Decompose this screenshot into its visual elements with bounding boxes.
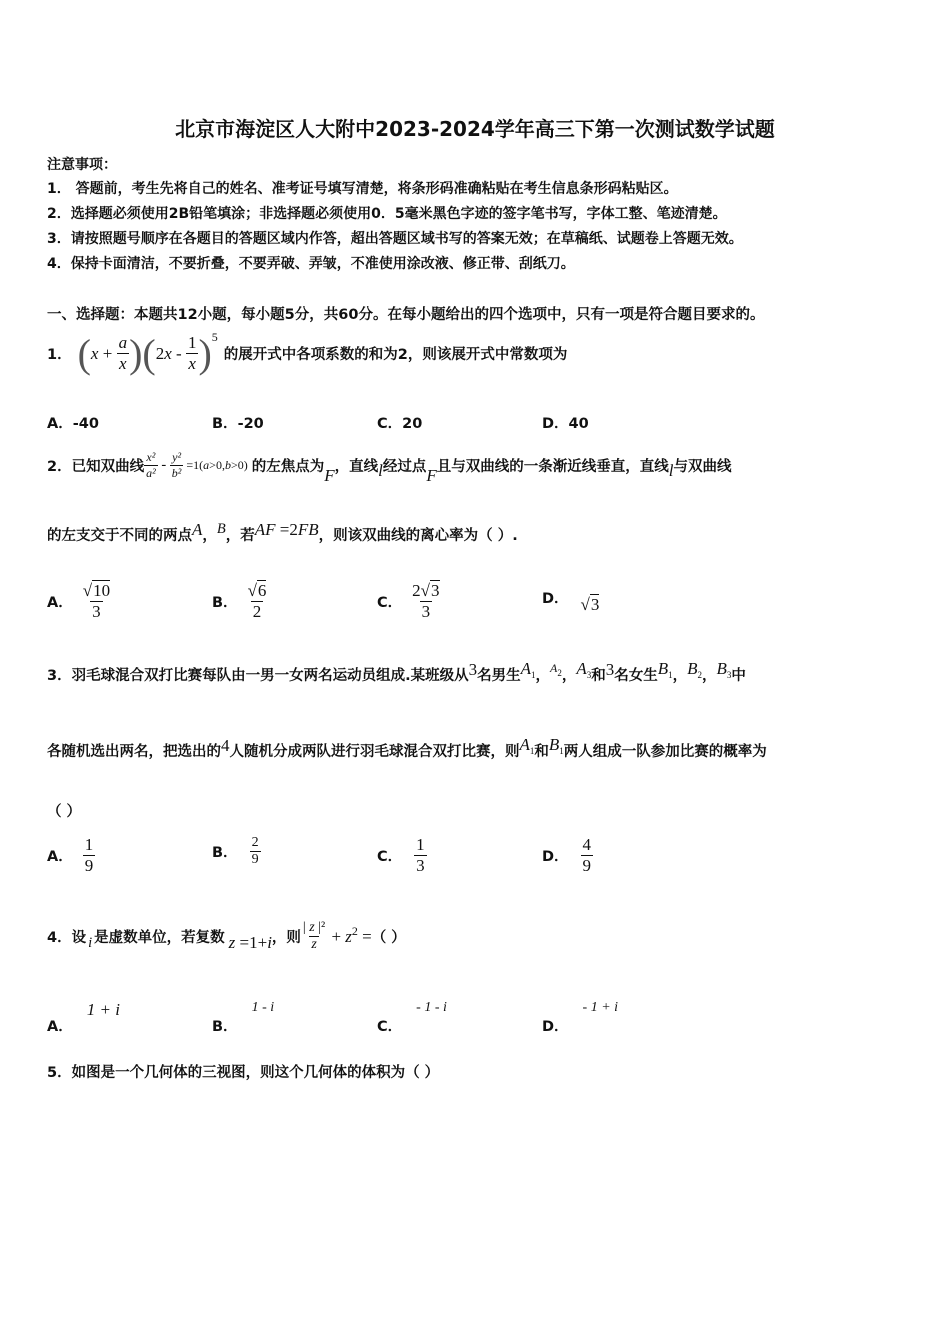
page-title: 北京市海淀区人大附中2023-2024学年高三下第一次测试数学试题 xyxy=(175,117,775,141)
option-d: D． √3 xyxy=(542,591,600,614)
question-2-cont: 的左支交于不同的两点 A ， B ，若 AF =2 FB ，则该双曲线的离心率为（ ）. xyxy=(47,519,518,544)
option-a: A． $\frac{1}{9}$ xyxy=(47,835,94,875)
option-d: D． $\frac{4}{9}$ xyxy=(542,835,592,875)
option-b: B．-20 xyxy=(212,416,264,432)
notice-item: 4．保持卡面清洁，不要折叠，不要弄破、弄皱，不准使用涂改液、修正带、刮纸刀。 xyxy=(47,256,575,272)
question-number: 1． xyxy=(47,347,72,363)
option-c: C． $\frac{1}{3}$ xyxy=(377,835,425,875)
option-c: C． - 1 - i xyxy=(377,1000,447,1035)
option-a: A． 1 + i xyxy=(47,1000,120,1035)
section-heading: 一、选择题：本题共12小题，每小题5分，共60分。在每小题给出的四个选项中，只有一项是符合题目要求的。 xyxy=(47,307,765,323)
question-text: 的展开式中各项系数的和为2，则该展开式中常数项为 xyxy=(223,347,568,363)
option-d: D．40 xyxy=(542,416,589,432)
q4-expression: $\frac{\text{| z |²}}{z}$ + z 2 = xyxy=(302,920,372,952)
q1-expression: ( x + $\frac{a}{x}$ ) ( 2 x - $\frac{1}{x}$ ) 5 xyxy=(77,330,218,376)
hyperbola-equation: $\frac{\text{x²}}{\text{a²}}$ - $\frac{\text{y²}}{\text{b²}}$ =1( a >0, b >0) xyxy=(146,449,248,480)
option-c: C． $\frac{2√3}{3}$ xyxy=(377,581,440,621)
option-b: B． $\frac{2}{9}$ xyxy=(212,835,259,867)
option-d: D． - 1 + i xyxy=(542,1000,619,1035)
option-a: A．-40 xyxy=(47,416,99,432)
question-3-blank: （ ） xyxy=(47,804,82,820)
option-a: A． $\frac{√10}{3}$ xyxy=(47,581,111,621)
notice-item: 3．请按照题号顺序在各题目的答题区域内作答，超出答题区域书写的答案无效；在草稿纸、试题卷上答题无效。 xyxy=(47,231,743,247)
option-c: C．20 xyxy=(377,416,423,432)
notice-heading: 注意事项： xyxy=(47,157,117,173)
notice-item: 2．选择题必须使用2B铅笔填涂；非选择题必须使用0．5毫米黑色字迹的签字笔书写，字体工整、笔迹清楚。 xyxy=(47,206,727,222)
question-4: 4． 设 i 是虚数单位，若复数 z =1+i ，则 $\frac{\text{| z |²}}{z}$ + z 2 = （ ） xyxy=(47,920,406,952)
notice-item: 1． 答题前，考生先将自己的姓名、准考证号填写清楚，将条形码准确粘贴在考生信息条形码粘贴区。 xyxy=(47,181,678,197)
question-1 xyxy=(47,330,567,377)
option-b: B． $\frac{√6}{2}$ xyxy=(212,581,267,621)
question-2: 2． 已知双曲线 $\frac{\text{x²}}{\text{a²}}$ - $\frac{\text{y²}}{\text{b²}}$ =1( a >0, b >0) 的左焦点为 F ，直线 l 经过点 F 且与双曲线的一条渐近线垂直，直线 l 与双曲线 xyxy=(47,449,732,485)
option-b: B． 1 - i xyxy=(212,1000,275,1035)
question-3: 3． 羽毛球混合双打比赛每队由一男一女两名运动员组成.某班级从 3 名男生 $A_1$ ， $A_2$ ， $A_3$ 和 3 名女生 $B_1$ ， $B_2$ ， $B_3$ 中 xyxy=(47,659,746,684)
question-5: 5．如图是一个几何体的三视图，则这个几何体的体积为（ ） xyxy=(47,1065,440,1081)
question-3-cont: 各随机选出两名，把选出的 4 人随机分成两队进行羽毛球混合双打比赛，则 $A_1$ 和 $B_1$ 两人组成一队参加比赛的概率为 xyxy=(47,735,767,760)
